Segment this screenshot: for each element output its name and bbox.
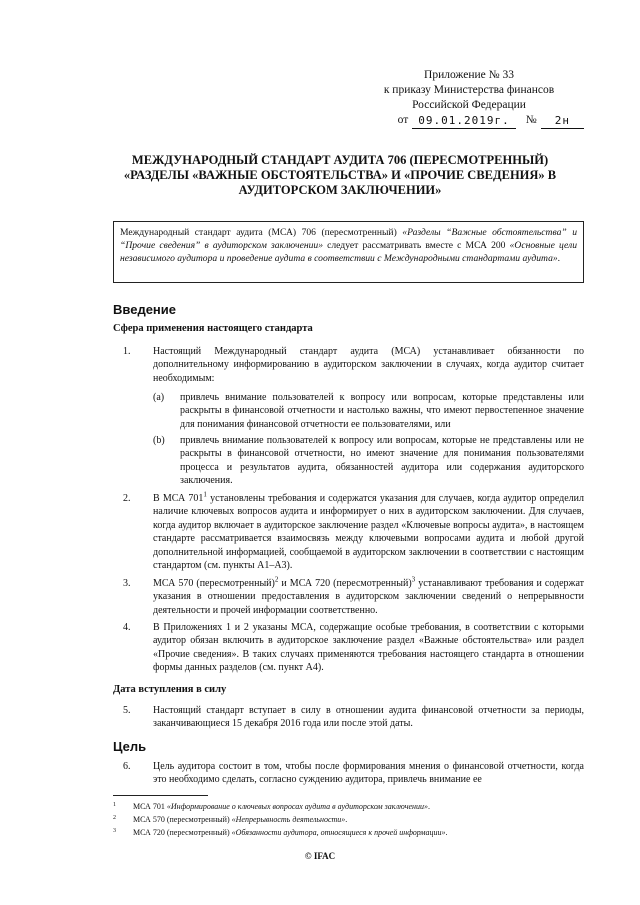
paragraph-text: В Приложениях 1 и 2 указаны МСА, содержащие особые требования, в соответствии с которыми аудитор обязан включить в аудиторское заключение раздел «Важные обстоятельства» или раздел «Прочие сведения». В таких случаях применяются требования настоящего стандарта в отношении формы данных разделов (см. пункт А4). — [153, 622, 584, 674]
annex-header — [354, 68, 584, 129]
footnote-1 — [113, 802, 430, 812]
footnote-plain: МСА 570 (пересмотренный) — [133, 815, 232, 824]
footnote-text — [133, 815, 347, 825]
paragraph-text-lead: МСА 570 (пересмотренный) — [153, 578, 275, 589]
paragraph-text-mid: и МСА 720 (пересмотренный) — [278, 578, 412, 589]
intro-box — [113, 221, 584, 283]
title-line-1: МЕЖДУНАРОДНЫЙ СТАНДАРТ АУДИТА 706 (ПЕРЕСМОТРЕННЫЙ) — [131, 153, 549, 167]
paragraph-6 — [113, 760, 584, 787]
footnote-end: . — [428, 802, 431, 811]
intro-text-1: Международный стандарт аудита (МСА) 706 (пересмотренный) — [120, 227, 403, 238]
paragraph-3 — [113, 577, 584, 617]
number-value: 2н — [541, 113, 584, 129]
copyright-footer: © IFAC — [304, 851, 336, 861]
paragraph-2 — [113, 492, 584, 572]
intro-text-2: следует рассматривать вместе с МСА 200 — [323, 240, 510, 251]
heading-effective-date: Дата вступления в силу — [113, 684, 227, 695]
paragraph-text-body: устанавливают требования и содержат указания в отношении предоставления в аудиторском заключении сведений о непрерывности деятельности и прочей информации соответственно. — [153, 578, 584, 616]
footnote-ref-2: 2 — [274, 575, 279, 584]
paragraph-number: 4. — [123, 622, 131, 633]
paragraph-4 — [113, 621, 584, 675]
heading-scope: Сфера применения настоящего стандарта — [113, 323, 313, 334]
document-title — [100, 153, 580, 198]
paragraph-text-lead: В МСА 701 — [153, 493, 204, 504]
footnote-text — [133, 802, 430, 812]
intro-italic-2: «Основные цели независимого аудитора и проведение аудита в соответствии с Международными стандартами аудита» — [120, 240, 577, 264]
date-prefix: от — [397, 114, 409, 126]
footnote-italic: «Непрерывность деятельности» — [231, 815, 346, 824]
footnote-ref-3: 3 — [411, 575, 416, 584]
paragraph-text — [153, 492, 584, 572]
annex-line-1: Приложение № 33 — [424, 69, 514, 81]
footnote-text — [133, 828, 447, 838]
footnote-3 — [113, 828, 447, 838]
footnote-mark: 1 — [113, 802, 116, 808]
footnote-2 — [113, 815, 347, 825]
footnote-mark: 3 — [113, 828, 116, 834]
subparagraph-marker: (a) — [153, 392, 165, 403]
paragraph-1 — [113, 345, 584, 385]
paragraph-number: 5. — [123, 705, 131, 716]
annex-date-row — [354, 113, 584, 129]
footnote-plain: МСА 701 — [133, 802, 167, 811]
subparagraph-marker: (b) — [153, 435, 165, 446]
footnote-italic: «Информирование о ключевых вопросах аудита в аудиторском заключении» — [166, 802, 429, 811]
paragraph-number: 2. — [123, 493, 131, 504]
paragraph-text: Цель аудитора состоит в том, чтобы после формирования мнения о финансовой отчетности, когда это необходимо сделать, согласно суждению аудитора, привлечь внимание ее — [153, 761, 584, 786]
paragraph-text: Настоящий стандарт вступает в силу в отношении аудита финансовой отчетности за периоды, заканчивающиеся 15 декабря 2016 года или после этой даты. — [153, 705, 584, 730]
subparagraph-b — [153, 434, 584, 488]
footnote-end: . — [345, 815, 348, 824]
footnote-divider — [113, 795, 208, 796]
title-line-2: «РАЗДЕЛЫ «ВАЖНЫЕ ОБСТОЯТЕЛЬСТВА» И «ПРОЧИЕ СВЕДЕНИЯ» В АУДИТОРСКОМ ЗАКЛЮЧЕНИИ» — [123, 168, 557, 197]
paragraph-text-body: установлены требования и содержатся указания для случаев, когда аудитор определил наличие ключевых вопросов аудита и информирует о них в аудиторском заключении. Для случаев, когда аудитор включает в аудиторское заключение раздел «Ключевые вопросы аудита», в настоящем стандарте рассматривается взаимосвязь между ключевыми вопросами аудита и любой другой дополнительной информацией, сообщаемой в аудиторском заключении в соответствии с настоящим стандартом (см. пункты А1–А3). — [153, 493, 584, 572]
paragraph-number: 1. — [123, 346, 131, 357]
footnote-italic: «Обязанности аудитора, относящиеся к прочей информации» — [231, 828, 446, 837]
footnote-end: . — [445, 828, 448, 837]
subparagraph-text: привлечь внимание пользователей к вопросу или вопросам, которые не представлены или не раскрыты в финансовой отчетности, но имеют значение для понимания пользователями процесса и результатов аудита, обязанностей аудитора или содержания аудиторского заключения. — [180, 435, 584, 487]
heading-introduction: Введение — [113, 302, 176, 317]
subparagraph-a — [153, 391, 584, 431]
paragraph-number: 6. — [123, 761, 131, 772]
date-value: 09.01.2019г. — [412, 113, 515, 129]
paragraph-text: Настоящий Международный стандарт аудита (МСА) устанавливает обязанности по дополнительному информированию в аудиторском заключении в случаях, когда аудитор считает необходимым: — [153, 346, 584, 384]
footnote-mark: 2 — [113, 815, 116, 821]
intro-text-3: . — [557, 253, 561, 264]
footnote-ref-1: 1 — [203, 490, 207, 499]
paragraph-text — [153, 577, 584, 617]
annex-line-3: Российской Федерации — [412, 99, 526, 111]
paragraph-number: 3. — [123, 578, 131, 589]
subparagraph-text: привлечь внимание пользователей к вопросу или вопросам, которые представлены или раскрыты в финансовой отчетности и настолько важны, что имеют первостепенное значение для понимания финансовой отчетности ее пользователями, или — [180, 392, 584, 430]
paragraph-5 — [113, 704, 584, 731]
number-prefix: № — [525, 114, 537, 126]
heading-goal: Цель — [113, 739, 147, 754]
annex-line-2: к приказу Министерства финансов — [383, 84, 555, 96]
footnote-plain: МСА 720 (пересмотренный) — [133, 828, 232, 837]
intro-italic-1: «Разделы “Важные обстоятельства” и “Прочие сведения” в аудиторском заключении» — [120, 227, 578, 251]
